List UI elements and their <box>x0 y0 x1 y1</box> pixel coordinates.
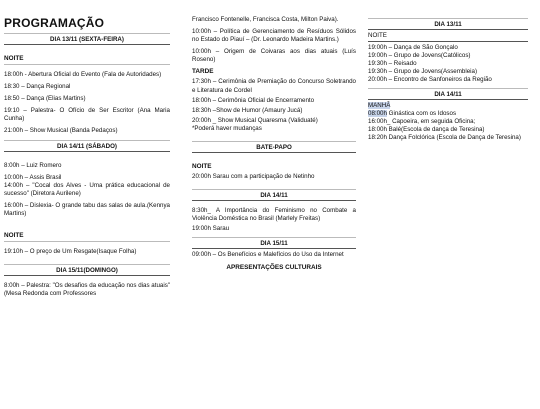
schedule-item: 8:30h_ A Importância do Feminismo no Combate a Violência Doméstica no Brasil (Marlely Freitas) <box>192 207 356 223</box>
schedule-item: 19:00h – Dança de São Gonçalo <box>368 44 458 52</box>
schedule-item: 8:00h – Palestra: "Os desafios da educação nos dias atuais"(Mesa Redonda com Professores <box>4 282 170 298</box>
schedule-time-highlight: 08:00h <box>368 109 387 117</box>
schedule-item: 16:00h_ Capoeira, em seguida Oficina; <box>368 117 476 125</box>
schedule-item: 18:30h –Show de Humor (Amaury Jucá) <box>192 106 303 114</box>
schedule-item: 10:00h – Política de Gerenciamento de Resíduos Sólidos no Estado do Piauí – (Dr. Leonardo Madeira Martins.) <box>192 28 356 44</box>
schedule-item: 09:00h – Os Benefícios e Malefícios do Uso da Internet <box>192 251 344 259</box>
schedule-item: 19:30h – Reisado <box>368 60 417 68</box>
schedule-item: 10:00h – Assis Brasil <box>4 173 62 181</box>
schedule-item: 18:00h - Abertura Oficial do Evento (Fala de Autoridades) <box>4 71 162 78</box>
schedule-item: 19:00h Sarau <box>192 225 230 233</box>
day-header-15: DIA 15/11 <box>192 237 356 249</box>
page-title: PROGRAMAÇÃO <box>4 16 105 30</box>
day-header-13: DIA 13/11 (SEXTA-FEIRA) <box>4 33 170 45</box>
schedule-item: 19:00h – Grupo de Jovens(Católicos) <box>368 52 471 60</box>
schedule-item: 18:30 – Dança Regional <box>4 83 71 91</box>
schedule-item: 17:30h – Cerimônia de Premiação do Concurso Soletrando e Literatura de Cordel <box>192 78 356 94</box>
section-noite: NOITE <box>192 163 212 171</box>
section-manha-label: MANHÃ <box>368 101 391 109</box>
day-header-14: DIA 14/11 <box>368 88 528 100</box>
schedule-item: 19:10 – Palestra- O Ofício de Ser Escritor (Ana Maria Cunha) <box>4 107 170 123</box>
schedule-item: 19:10h – O preço de Um Resgate(Isaque Folha) <box>4 248 137 256</box>
schedule-item: 21:00h – Show Musical (Banda Pedaços) <box>4 127 118 135</box>
schedule-item: 8:00h – Luiz Romero <box>4 161 62 169</box>
note-changes: *Poderá haver mudanças <box>192 124 262 132</box>
section-noite: NOITE <box>368 32 387 39</box>
day-header-14: DIA 14/11 (SÁBADO) <box>4 140 170 152</box>
schedule-item: 20:00h – Encontro de Sanfoneiros da Região <box>368 76 492 84</box>
schedule-item: 16:00h – Dislexia- O grande tabu das salas de aula.(Kennya Martins) <box>4 201 170 218</box>
schedule-item: 14:00h – "Cocal dos Alves - Uma prática educacional de sucesso" (Diretora Aurilene) <box>4 181 170 197</box>
section-manha <box>368 102 528 110</box>
section-tarde: TARDE <box>192 68 214 76</box>
schedule-item: 10:00h – Origem de Coivaras aos dias atuais (Luís Roseno) <box>192 48 356 64</box>
day-header-15: DIA 15/11(DOMINGO) <box>4 264 170 276</box>
schedule-item: 18:00h – Cerimônia Oficial de Encerramento <box>192 96 315 104</box>
section-noite: NOITE <box>4 55 24 62</box>
section-apresentacoes: APRESENTAÇÕES CULTURAIS <box>226 263 322 271</box>
schedule-item: 18:50 – Dança (Elias Martins) <box>4 95 86 103</box>
schedule-item: 20:00h _ Show Musical Quaresma (Validuaté) <box>192 116 318 124</box>
schedule-item: Francisco Fontenelle, Francisca Costa, Milton Paiva). <box>192 16 339 23</box>
column-1 <box>4 0 170 298</box>
column-3 <box>368 18 528 142</box>
schedule-item: 18:00h Balé(Escola de dança de Teresina) <box>368 125 485 133</box>
schedule-item: 19:30h – Grupo de Jovens(Assembleia) <box>368 68 478 76</box>
schedule-item: 20:00h Sarau com a participação de Netinho <box>192 173 315 181</box>
schedule-item: 18:20h Dança Folclórica (Escola de Dança de Teresina) <box>368 133 521 141</box>
section-bate-papo: BATE-PAPO <box>192 141 356 153</box>
section-noite: NOITE <box>4 232 24 240</box>
schedule-item <box>368 110 528 118</box>
day-header-13: DIA 13/11 <box>368 18 528 30</box>
schedule-item-text: Ginástica com os Idosos <box>386 109 457 117</box>
day-header-14: DIA 14/11 <box>192 189 356 201</box>
column-2 <box>192 16 356 272</box>
